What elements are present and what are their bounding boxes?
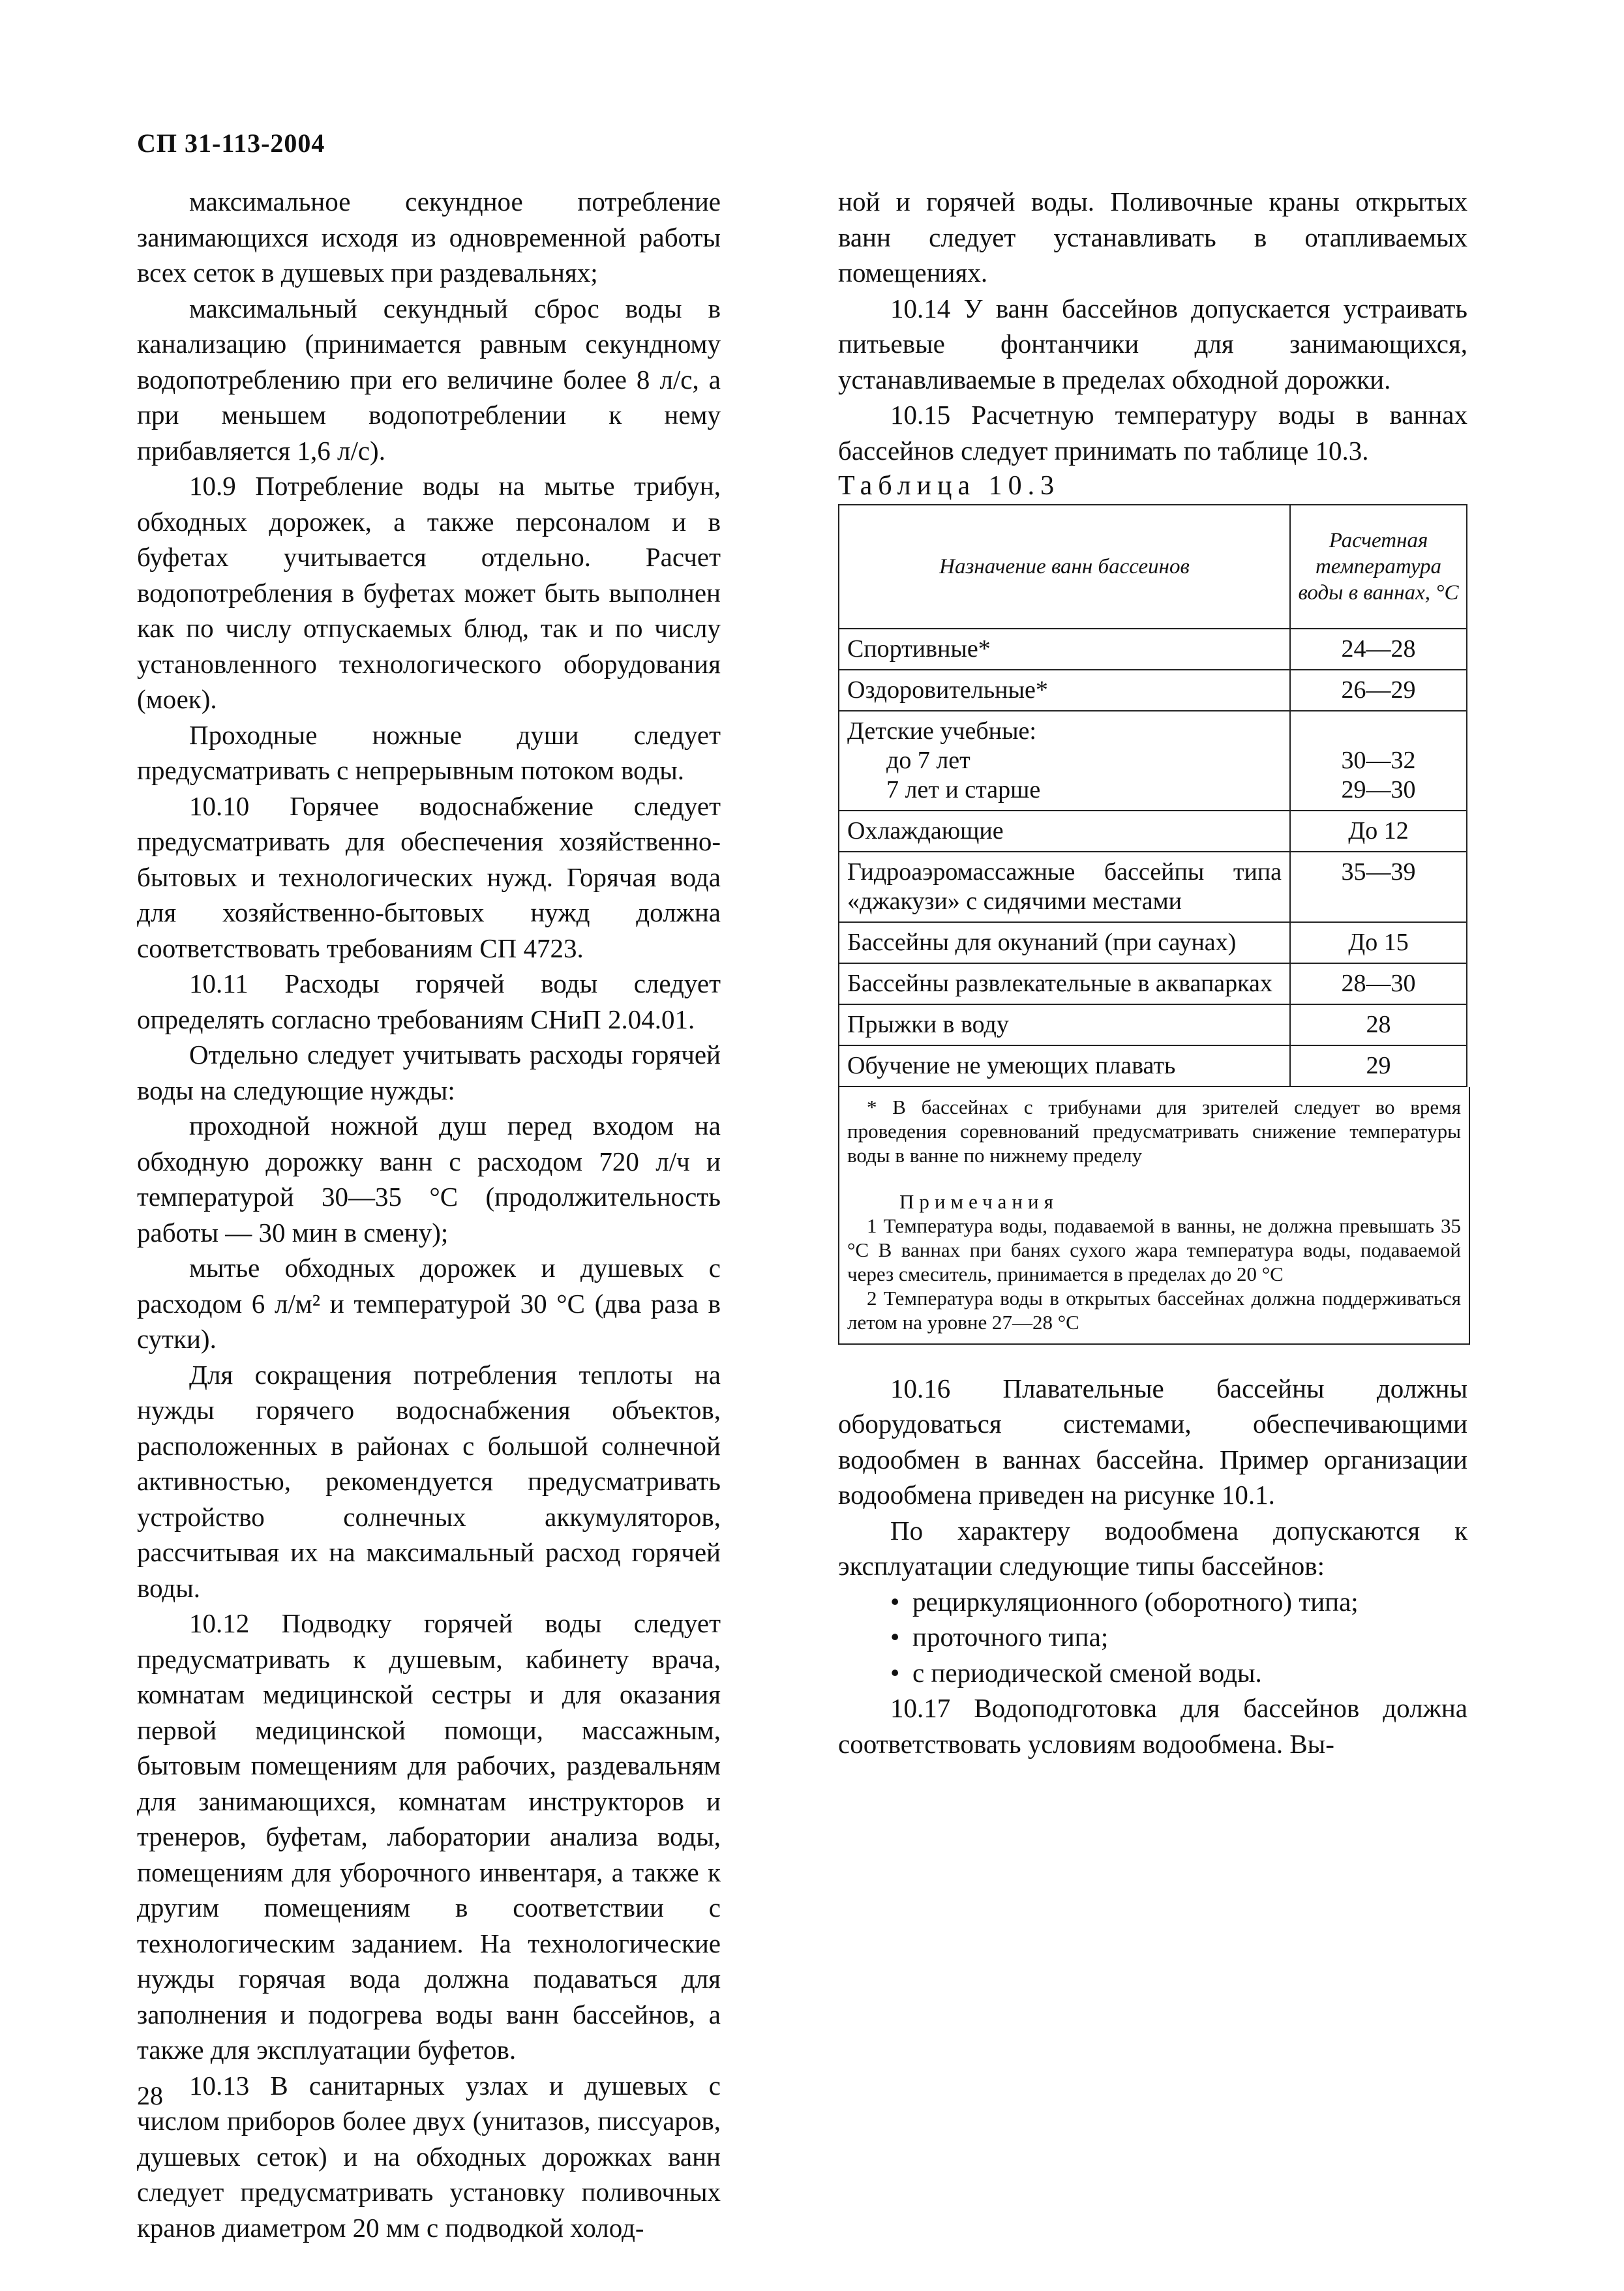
paragraph: максимальное секундное потребление занимающихся исходя из одновременной работы всех сеток в душевых при раздевальнях; bbox=[137, 187, 721, 288]
row-name: Бассейны развлекательные в аквапарках bbox=[839, 963, 1290, 1004]
row-name: Оздоровительные* bbox=[839, 670, 1290, 711]
paragraph: 10.15 Расчетную температуру воды в ваннах бассейнов следует принимать по таблице 10.3. bbox=[838, 400, 1467, 466]
row-name: Гидроаэромассажные бассейпы типа «джакузи» с сидячими местами bbox=[839, 852, 1290, 922]
table-row bbox=[839, 711, 1467, 811]
bullet-text: проточного типа; bbox=[912, 1622, 1109, 1652]
paragraph: ной и горячей воды. Поливочные краны открытых ванн следует устанавливать в отапливаемых помещениях. bbox=[838, 187, 1467, 288]
document-code-header: СП 31-113-2004 bbox=[137, 128, 325, 158]
paragraph: 10.9 Потребление воды на мытье трибун, обходных дорожек, а также персоналом и в буфетах учитывается отдельно. Расчет водопотребления в буфетах может быть выполнен как по числу отпускаемых блюд, так и по числу установленного технологического оборудования (моек). bbox=[137, 471, 721, 714]
left-column bbox=[137, 184, 721, 2245]
paragraph: Для сокращения потребления теплоты на нужды горячего водоснабжения объектов, расположенных в районах с большой солнечной активностью, рекомендуется предусматривать устройство солнечных аккумуляторов, рассчитывая их на максимальный расход горячей воды. bbox=[137, 1359, 721, 1603]
table-row bbox=[839, 629, 1467, 670]
temperature-table bbox=[838, 504, 1467, 1087]
row-value-group bbox=[1290, 711, 1467, 811]
page-number: 28 bbox=[137, 2081, 163, 2110]
table-row bbox=[839, 811, 1467, 852]
column-header-purpose: Назначение ванн бассеинов bbox=[839, 505, 1290, 629]
paragraph: Отдельно следует учитывать расходы горячей воды на следующие нужды: bbox=[137, 1040, 721, 1105]
table-row bbox=[839, 1045, 1467, 1086]
table-notes bbox=[838, 1087, 1470, 1345]
paragraph: 10.16 Плавательные бассейны должны оборудоваться системами, обеспечивающими водообмен в ваннах бассейна. Пример организации водообмена приведен на рисунке 10.1. bbox=[838, 1373, 1467, 1510]
paragraph: проходной ножной душ перед входом на обходную дорожку ванн с расходом 720 л/ч и температурой 30—35 °С (продолжительность работы — 30 мин в смену); bbox=[137, 1111, 721, 1248]
table-caption: Таблица 10.3 bbox=[838, 471, 1060, 501]
paragraph: Проходные ножные души следует предусматривать с непрерывным потоком воды. bbox=[137, 719, 721, 785]
row-value: 28—30 bbox=[1290, 963, 1467, 1004]
bullet-item bbox=[838, 1619, 1467, 1655]
row-value: 30—32 bbox=[1341, 746, 1416, 774]
row-name: Спортивные* bbox=[839, 629, 1290, 670]
bullet-icon: • bbox=[890, 1657, 900, 1688]
table-row bbox=[839, 852, 1467, 922]
paragraph: 10.11 Расходы горячей воды следует определять согласно требованиям СНиП 2.04.01. bbox=[137, 968, 721, 1034]
row-name: Прыжки в воду bbox=[839, 1004, 1290, 1045]
row-subname: до 7 лет bbox=[886, 746, 970, 774]
paragraph: 10.10 Горячее водоснабжение следует предусматривать для обеспечения хозяйственно-бытовых и технологических нужд. Горячая вода для хозяйственно-бытовых нужд должна соответствовать требованиям СП 4723. bbox=[137, 790, 721, 963]
notes-title: Примечания bbox=[899, 1190, 1059, 1213]
paragraph: мытье обходных дорожек и душевых с расходом 6 л/м² и температурой 30 °С (два раза в сутки). bbox=[137, 1253, 721, 1354]
paragraph: 10.13 В санитарных узлах и душевых с числом приборов более двух (унитазов, писсуаров, душевых сеток) и на обходных дорожках ванн следует предусматривать установку поливочных кранов диаметром 20 мм с подводкой холод- bbox=[137, 2070, 721, 2243]
row-value: 29 bbox=[1290, 1045, 1467, 1086]
row-value: 26—29 bbox=[1290, 670, 1467, 711]
table-row bbox=[839, 963, 1467, 1004]
row-name: Детские учебные: bbox=[847, 717, 1036, 745]
table-footnote: * В бассейнах с трибунами для зрителей следует во время проведения соревнований предусматривать снижение температуры воды в ванне по нижнему пределу bbox=[847, 1095, 1461, 1167]
row-subname: 7 лет и старше bbox=[886, 775, 1041, 803]
row-value: До 15 bbox=[1290, 922, 1467, 963]
table-header-row bbox=[839, 505, 1467, 629]
row-name-group bbox=[839, 711, 1290, 811]
row-name: Обучение не умеющих плавать bbox=[839, 1045, 1290, 1086]
paragraph: По характеру водообмена допускаются к эксплуатации следующие типы бассейнов: bbox=[838, 1515, 1467, 1581]
row-value: До 12 bbox=[1290, 811, 1467, 852]
right-column bbox=[838, 184, 1467, 1761]
paragraph: 10.12 Подводку горячей воды следует предусматривать к душевым, кабинету врача, комнатам медицинской сестры и для оказания первой медицинской помощи, массажным, бытовым помещениям для рабочих, раздевальням для занимающихся, комнатам инструкторов и тренеров, буфетам, лаборатории анализа воды, помещениям для уборочного инвентаря, а также к другим помещениям в соответствии с технологическим заданием. На технологические нужды горячая вода должна подаваться для заполнения и подогрева воды ванн бассейнов, а также для эксплуатации буфетов. bbox=[137, 1608, 721, 2065]
table-row bbox=[839, 670, 1467, 711]
note-item: 1 Температура воды, подаваемой в ванны, не должна превышать 35 °С В ваннах при банях сухого жара температура воды, подаваемой через смеситель, принимается в пределах до 20 °С bbox=[847, 1214, 1461, 1285]
row-value: 24—28 bbox=[1290, 629, 1467, 670]
table-row bbox=[839, 922, 1467, 963]
bullet-icon: • bbox=[890, 1622, 900, 1652]
bullet-item bbox=[838, 1655, 1467, 1691]
paragraph: 10.14 У ванн бассейнов допускается устраивать питьевые фонтанчики для занимающихся, устанавливаемые в пределах обходной дорожки. bbox=[838, 293, 1467, 395]
bullet-text: с периодической сменой воды. bbox=[912, 1657, 1262, 1688]
bullet-text: рециркуляционного (оборотного) типа; bbox=[912, 1586, 1359, 1617]
bullet-icon: • bbox=[890, 1586, 900, 1617]
row-value: 29—30 bbox=[1341, 775, 1416, 803]
row-name: Охлаждающие bbox=[839, 811, 1290, 852]
row-value: 28 bbox=[1290, 1004, 1467, 1045]
paragraph: максимальный секундный сброс воды в канализацию (принимается равным секундному водопотреблению при его величине более 8 л/с, а при меньшем водопотреблении к нему прибавляется 1,6 л/с). bbox=[137, 293, 721, 466]
row-name: Бассейны для окунаний (при саунах) bbox=[839, 922, 1290, 963]
note-item: 2 Температура воды в открытых бассейнах должна поддерживаться летом на уровне 27—28 °С bbox=[847, 1286, 1461, 1334]
bullet-item bbox=[838, 1584, 1467, 1620]
column-header-temperature: Расчетная температура воды в ваннах, °С bbox=[1290, 505, 1467, 629]
table-row bbox=[839, 1004, 1467, 1045]
paragraph: 10.17 Водоподготовка для бассейнов должна соответствовать условиям водообмена. Вы- bbox=[838, 1693, 1467, 1759]
row-value: 35—39 bbox=[1290, 852, 1467, 922]
